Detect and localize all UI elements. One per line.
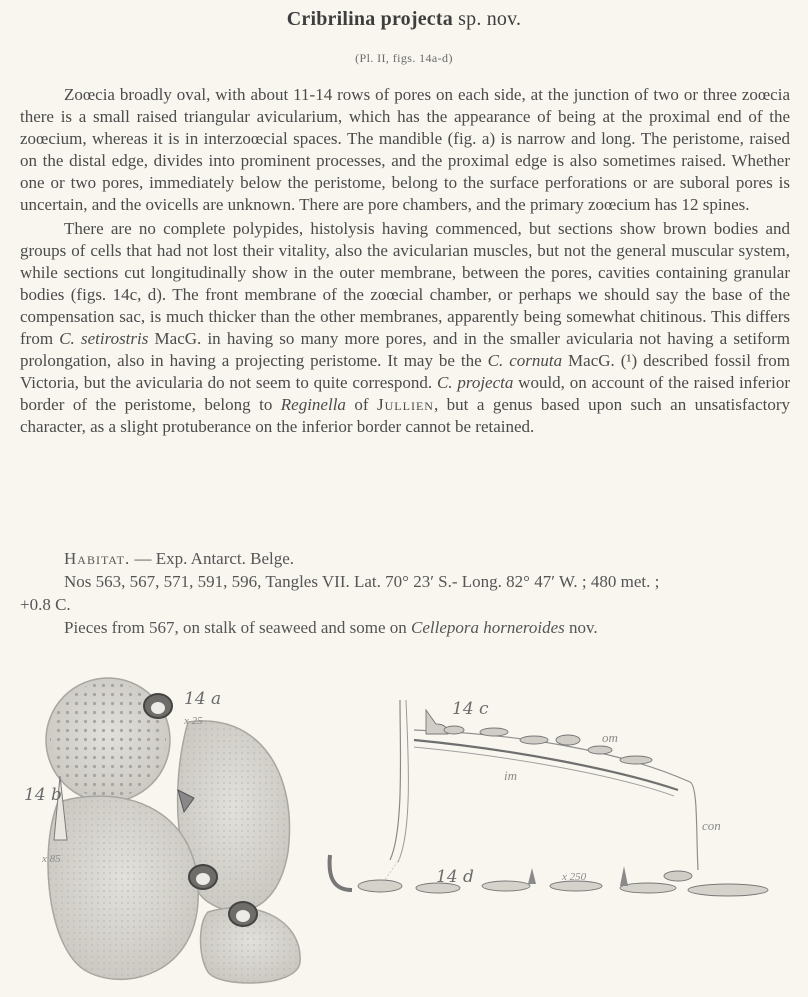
paragraph-discussion: There are no complete polypides, histolysis having commenced, but sections show brown bodies and groups of cells that had not lost their vitality, also the avicularian muscles, but not the general muscular system, while sections cut longitudinally show in the outer membrane, between the pores, cavities containing granular bodies (figs. 14c, d). The front membrane of the zoœcial chamber, or perhaps we should say the base of the compensation sac, is much thicker than the other membranes, apparently being somewhat chitinous. This differs from C. setirostris MacG. in having so many more pores, and in the smaller avicularia not having a setiform prolongation, also in having a projecting peristome. It may be the C. cornuta MacG. (¹) described fossil from Victoria, but the avicularia do not seem to quite correspond. C. projecta would, on account of the raised inferior border of the peristome, belong to Reginella of Jullien, but a genus based upon such an unsatisfactory character, as a slight protuberance on the inferior border cannot be retained. <box>20 218 791 437</box>
figure-label-14b: 14 b <box>24 785 62 805</box>
author-ref: Jullien <box>377 395 434 415</box>
species-ref-cellepora: Cellepora horneroides <box>411 618 565 637</box>
page-title <box>0 8 808 31</box>
figure-scale-14a: x 25 <box>184 715 203 727</box>
figure-label-14d: 14 d <box>436 867 474 887</box>
species-name: Cribrilina projecta <box>286 8 453 30</box>
zooecia-drawing <box>18 672 318 988</box>
figure-scale-14b: x 85 <box>42 853 61 865</box>
paragraph-description: Zoœcia broadly oval, with about 11-14 rows of pores on each side, at the junction of two or three zoœcia there is a small raised triangular avicularium, which has the appearance of being at the proximal end of the zoœcium, whereas it is in interzoœcial spaces. The mandible (fig. a) is narrow and long. The peristome, raised on the distal edge, divides into prominent processes, and the proximal edge is also sometimes raised. Whether one or two pores, immediately below the peristome, belong to the surface perforations or are suboral pores is uncertain, and the ovicells are unknown. There are pore chambers, and the primary zoœcium has 12 spines. <box>20 85 790 215</box>
figure-14c-14d <box>318 690 804 920</box>
plate-reference: (Pl. II, figs. 14a-d) <box>355 51 453 65</box>
label-om: om <box>602 730 618 745</box>
species-ref-cornuta: C. cornuta <box>487 351 563 371</box>
description-body <box>20 84 790 439</box>
label-con: con <box>702 818 721 833</box>
figure-label-14a: 14 a <box>184 689 222 709</box>
label-im: im <box>504 768 517 783</box>
habitat-section <box>20 547 790 639</box>
figure-label-14c: 14 c <box>452 699 489 719</box>
pieces-line: Pieces from 567, on stalk of seaweed and some on Cellepora horneroides nov. <box>64 618 598 637</box>
species-ref-projecta: C. projecta <box>436 373 514 393</box>
habitat-label: Habitat. <box>64 549 131 568</box>
species-ref-setirostris: C. setirostris <box>59 329 149 349</box>
section-drawing <box>318 690 804 920</box>
temperature-line: +0.8 C. <box>20 595 71 614</box>
species-suffix: sp. nov. <box>458 8 522 30</box>
habitat-line: Habitat. — Exp. Antarct. Belge. <box>64 549 295 568</box>
figure-14a-14b <box>18 672 318 988</box>
stations-line: Nos 563, 567, 571, 591, 596, Tangles VII. Lat. 70° 23′ S.- Long. 82° 47′ W. ; 480 met. ; <box>64 572 660 591</box>
genus-ref-reginella: Reginella <box>280 395 346 415</box>
figure-scale-14d: x 250 <box>562 871 587 883</box>
